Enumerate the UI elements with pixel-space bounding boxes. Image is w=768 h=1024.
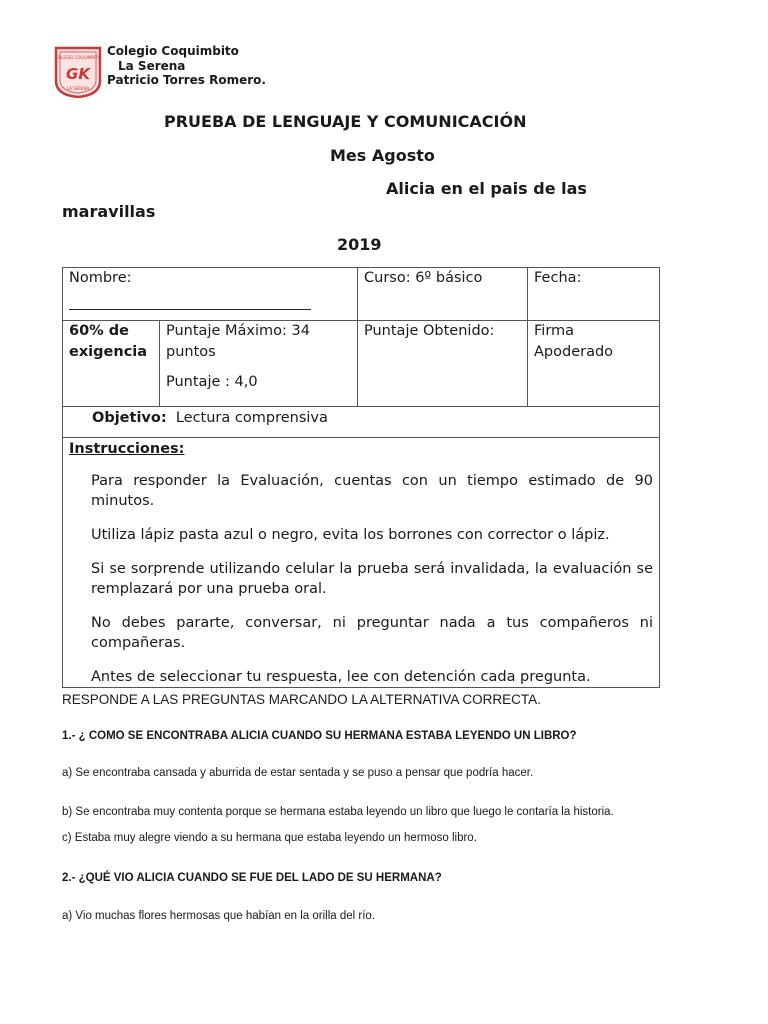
instrucciones-cell: [63, 438, 660, 688]
school-header: [107, 44, 266, 88]
nombre-label: Nombre:: [69, 270, 132, 286]
instruccion-item: Utiliza lápiz pasta azul o negro, evita los borrones con corrector o lápiz.: [91, 527, 610, 543]
objetivo-value: Lectura comprensiva: [175, 410, 328, 426]
student-info-table: [62, 267, 660, 688]
school-city: La Serena: [118, 58, 186, 73]
puntaje-label: Puntaje : 4,0: [166, 374, 258, 390]
school-name: Colegio Coquimbito: [107, 44, 239, 58]
puntaje-max-label: Puntaje Máximo: 34 puntos: [166, 323, 310, 360]
school-person: Patricio Torres Romero.: [107, 73, 266, 87]
svg-text:GK: GK: [66, 65, 90, 83]
curso-cell: [358, 268, 528, 321]
exam-topic-line2: maravillas: [62, 202, 156, 221]
exam-month: Mes Agosto: [330, 146, 435, 165]
question-1-option-b[interactable]: b) Se encontraba muy contenta porque se hermana estaba leyendo un libro que luego le contaría la historia.: [62, 806, 614, 818]
question-1: 1.- ¿ COMO SE ENCONTRABA ALICIA CUANDO SU HERMANA ESTABA LEYENDO UN LIBRO?: [62, 730, 577, 742]
firma-label: Firma Apoderado: [534, 323, 614, 360]
question-2: 2.- ¿QUÉ VIO ALICIA CUANDO SE FUE DEL LADO DE SU HERMANA?: [62, 872, 442, 884]
svg-text:COLEGIO COQUIMBITO: COLEGIO COQUIMBITO: [55, 55, 101, 60]
exigencia-label: 60% de exigencia: [69, 323, 148, 360]
nombre-line: [69, 309, 311, 310]
exam-topic-line1: Alicia en el pais de las: [386, 179, 587, 198]
question-1-option-c[interactable]: c) Estaba muy alegre viendo a su hermana que estaba leyendo un hermoso libro.: [62, 832, 477, 844]
objetivo-cell: [63, 407, 660, 438]
responde-heading: RESPONDE A LAS PREGUNTAS MARCANDO LA ALTERNATIVA CORRECTA.: [62, 692, 541, 707]
nombre-cell[interactable]: [63, 268, 358, 321]
instruccion-item: Antes de seleccionar tu respuesta, lee con detención cada pregunta.: [91, 669, 591, 685]
exam-year: 2019: [337, 235, 382, 254]
fecha-label: Fecha:: [534, 270, 582, 286]
puntaje-cell: [160, 321, 358, 407]
exam-title: PRUEBA DE LENGUAJE Y COMUNICACIÓN: [164, 112, 527, 131]
objetivo-label: Objetivo:: [92, 410, 167, 426]
obtenido-cell[interactable]: [358, 321, 528, 407]
question-1-option-a[interactable]: a) Se encontraba cansada y aburrida de estar sentada y se puso a pensar que podría hacer.: [62, 767, 534, 779]
obtenido-label: Puntaje Obtenido:: [364, 323, 495, 339]
instrucciones-title: Instrucciones:: [69, 441, 185, 457]
instruccion-item: No debes pararte, conversar, ni preguntar nada a tus compañeros ni compañeras.: [91, 615, 653, 651]
exigencia-cell: [63, 321, 160, 407]
firma-cell[interactable]: [528, 321, 660, 407]
fecha-cell[interactable]: [528, 268, 660, 321]
instruccion-item: Si se sorprende utilizando celular la prueba será invalidada, la evaluación se remplazará por una prueba oral.: [91, 561, 653, 597]
school-logo: [53, 45, 103, 98]
question-2-option-a[interactable]: a) Vio muchas flores hermosas que habían en la orilla del río.: [62, 910, 376, 922]
instruccion-item: Para responder la Evaluación, cuentas con un tiempo estimado de 90 minutos.: [91, 473, 653, 509]
curso-label: Curso: 6º básico: [364, 270, 483, 286]
svg-text:LA SERENA: LA SERENA: [66, 86, 90, 91]
